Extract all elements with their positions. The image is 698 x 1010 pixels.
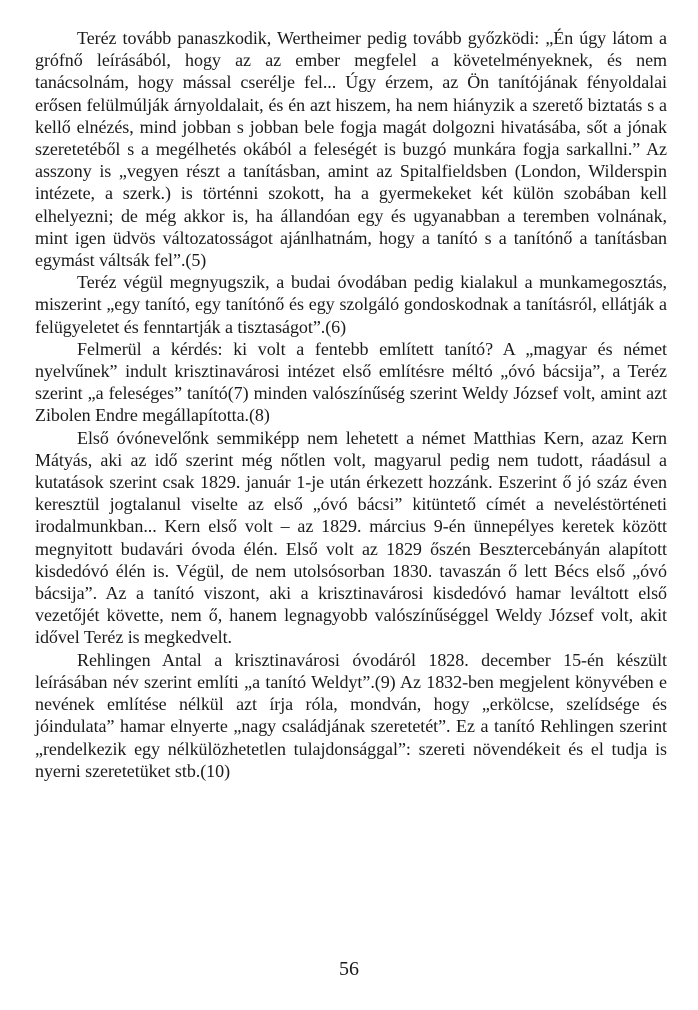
page-body	[35, 27, 667, 782]
paragraph-3: Felmerül a kérdés: ki volt a fentebb említett tanító? A „magyar és német nyelvűnek” indult krisztinavárosi intézet első említésre méltó „óvó bácsija”, a Teréz szerint „a feleséges” tanító(7) minden valószínűség szerint Weldy József volt, amint azt Zibolen Endre megállapította.(8)	[35, 338, 667, 426]
paragraph-4: Első óvónevelőnk semmiképp nem lehetett a német Matthias Kern, azaz Kern Mátyás, aki az idő szerint még nőtlen volt, magyarul pedig nem tudott, ráadásul a kutatások szerint csak 1829. január 1-je után érkezett hozzánk. Eszerint ő jó száz éven keresztül jogtalanul viselte az első „óvó bácsi” kitüntető címét a neveléstörténeti irodalmunkban... Kern első volt – az 1829. március 9-én ünnepélyes keretek között megnyitott budavári óvoda élén. Első volt az 1829 őszén Besztercebányán alapított kisdedóvó élén is. Végül, de nem utolsósorban 1830. tavaszán ő lett Bécs első „óvó bácsija”. Az a tanító viszont, aki a krisztinavárosi kisdedóvó hamar leváltott első vezetőjét követte, nem ő, hanem legnagyobb valószínűséggel Weldy József volt, akit idővel Teréz is megkedvelt.	[35, 427, 667, 648]
page-number: 56	[339, 958, 359, 980]
paragraph-2: Teréz végül megnyugszik, a budai óvodában pedig kialakul a munkamegosztás, miszerint „egy tanító, egy tanítónő és egy szolgáló gondoskodnak a tanításról, ellátják a felügyeletet és fenntartják a tisztaságot”.(6)	[35, 272, 667, 337]
paragraph-1: Teréz tovább panaszkodik, Wertheimer pedig tovább győzködi: „Én úgy látom a grófnő leírásából, hogy az az ember megfelel a követelményeknek, és nem tanácsolnám, hogy mással cserélje fel... Úgy érzem, az Ön tanítójának fényoldalai erősen felülmúlják árnyoldalait, és én azt hiszem, ha nem hiányzik a szerető biztatás s a kellő elnézés, mind jobban s jobban bele fogja magát dolgozni hivatásába, sőt a jónak szeretetéből s a megélhetés okából a feleségét is buzgó munkára fogja sarkallni.” Az asszony is „vegyen részt a tanításban, amint az Spitalfieldsben (London, Wilderspin intézete, a szerk.) is történni szokott, ha a gyermekeket két külön szobában kell elhelyezni; de még akkor is, ha állandóan egy és ugyanabban a teremben volnának, mint igen üdvös változatosságot ajánlhatnám, hogy a tanító s a tanítónő a tanításban egymást váltsák fel”.(5)	[35, 28, 667, 271]
paragraph-5: Rehlingen Antal a krisztinavárosi óvodáról 1828. december 15-én készült leírásában név szerint említi „a tanító Weldyt”.(9) Az 1832-ben megjelent könyvében e nevének említése nélkül azt írja róla, mondván, hogy „erkölcse, szelídsége és jóindulata” hamar elnyerte „nagy családjának szeretetét”. Ez a tanító Rehlingen szerint „rendelkezik egy nélkülözhetetlen tulajdonsággal”: szereti növendékeit és el tudja is nyerni szeretetüket stb.(10)	[35, 649, 667, 781]
